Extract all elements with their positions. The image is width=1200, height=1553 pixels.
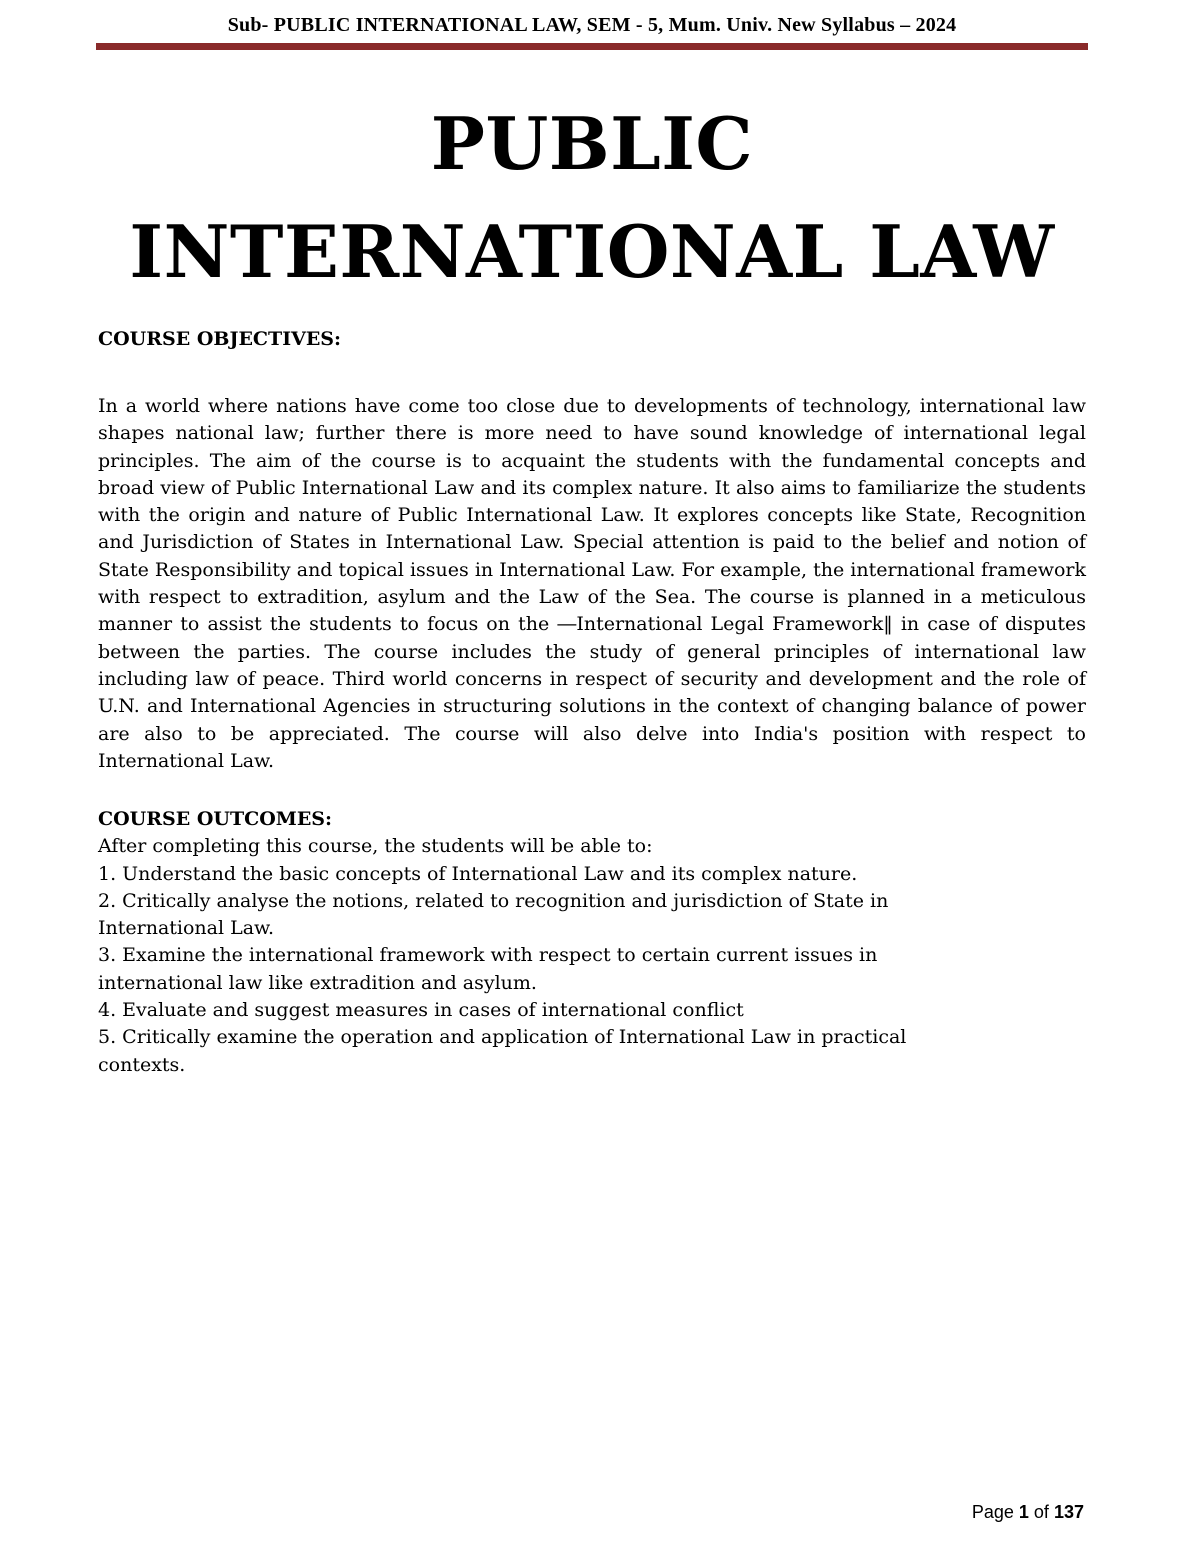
outcome-item: 3. Examine the international framework with respect to certain current issues in international law like extradition and asylum. <box>98 944 878 994</box>
page-label: Page <box>971 1502 1014 1522</box>
page-number: 1 <box>1018 1502 1029 1522</box>
outcomes-heading: COURSE OUTCOMES: <box>98 808 333 830</box>
of-label: of <box>1033 1502 1049 1522</box>
document-title <box>96 90 1088 306</box>
page-footer <box>972 1502 1084 1523</box>
outcomes-section <box>98 806 958 1079</box>
outcome-item: 5. Critically examine the operation and application of International Law in practical contexts. <box>98 1026 907 1076</box>
outcomes-intro: After completing this course, the students will be able to: <box>98 835 653 858</box>
outcome-item: 2. Critically analyse the notions, related to recognition and jurisdiction of State in International Law. <box>98 889 889 940</box>
title-line-2: INTERNATIONAL LAW <box>129 209 1055 294</box>
total-pages: 137 <box>1053 1502 1084 1522</box>
outcome-item: 4. Evaluate and suggest measures in cases of international conflict <box>98 999 744 1022</box>
objectives-heading: COURSE OBJECTIVES: <box>98 328 342 350</box>
header-rule <box>96 43 1088 50</box>
objectives-paragraph: In a world where nations have come too close due to developments of technology, international law shapes national law; further there is more need to have sound knowledge of international legal principles. The aim of the course is to acquaint the students with the fundamental concepts and broad view of Public International Law and its complex nature. It also aims to familiarize the students with the origin and nature of Public International Law. It explores concepts like State, Recognition and Jurisdiction of States in International Law. Special attention is paid to the belief and notion of State Responsibility and topical issues in International Law. For example, the international framework with respect to extradition, asylum and the Law of the Sea. The course is planned in a meticulous manner to assist the students to focus on the ―International Legal Framework‖ in case of disputes between the parties. The course includes the study of general principles of international law including law of peace. Third world concerns in respect of security and development and the role of U.N. and International Agencies in structuring solutions in the context of changing balance of power are also to be appreciated. The course will also delve into India's position with respect to International Law. <box>98 395 1086 772</box>
running-header: Sub- PUBLIC INTERNATIONAL LAW, SEM - 5, Mum. Univ. New Syllabus – 2024 <box>227 14 957 36</box>
title-line-1: PUBLIC <box>430 101 754 186</box>
outcome-item: 1. Understand the basic concepts of International Law and its complex nature. <box>98 862 858 885</box>
